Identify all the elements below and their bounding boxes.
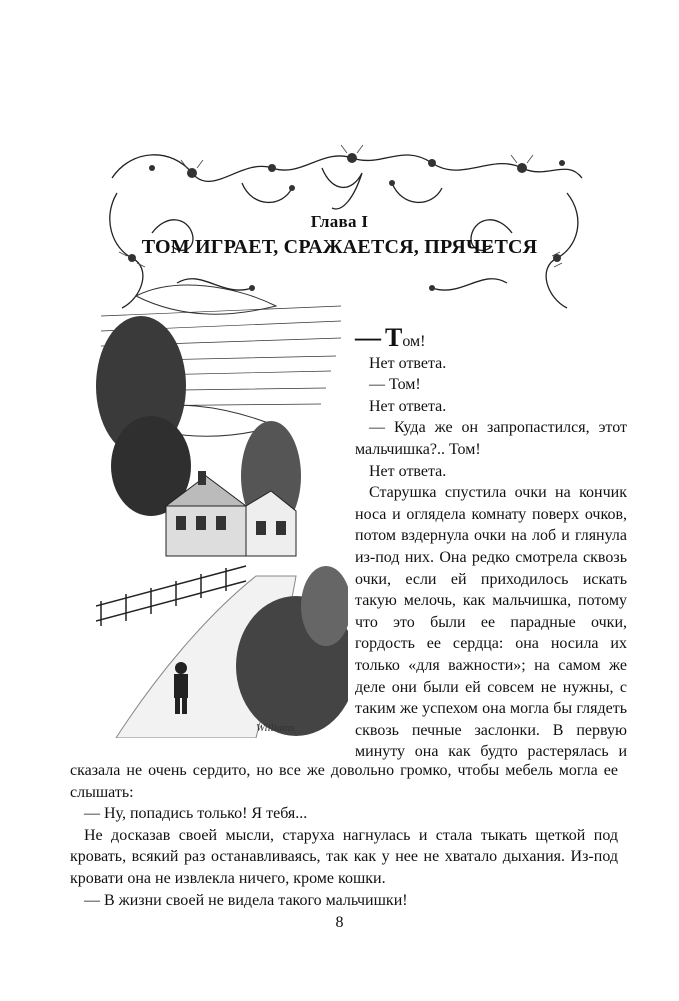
paragraph-continuation: сказала не очень сердито, но все же довольно громко, чтобы мебель могла ее слышать: (70, 762, 618, 801)
chapter-number: Глава I (310, 212, 369, 231)
page-number: 8 (335, 914, 344, 931)
paragraph: Нет ответа. (369, 462, 447, 480)
text-column (355, 323, 627, 763)
opening-line (355, 323, 627, 353)
paragraph: Не досказав своей мысли, старуха нагнулась и стала тыкать щеткой под кровать, всякий раз останавливаясь, так как у нее не хватало дыхания. Из-под кровати она не извлекла ничего, кроме кошки. (70, 826, 618, 887)
paragraph: — Ну, попадись только! Я тебя... (84, 805, 308, 823)
paragraph: Старушка спустила очки на кончик носа и оглядела комнату поверх очков, потом вздернула очки на лоб и глянула из-под них. Она редко смотрела сквозь очки, если ей приходилось искать такую мелочь, как мальчишка, потому что это были ее парадные очки, гордость ее сердца: она носила их только «для важности»; на самом же деле они были ей совсем не нужны, с таким же успехом она могла бы глядеть сквозь печные заслонки. В первую минуту она как будто растерялась и (355, 484, 627, 761)
paragraph: — В жизни своей не видела такого мальчишки! (84, 891, 408, 909)
engraving-illustration (96, 276, 348, 738)
opening-dash: — (355, 323, 381, 352)
paragraph: Нет ответа. (369, 397, 447, 415)
paragraph: Нет ответа. (369, 354, 447, 372)
full-width-text (70, 760, 618, 911)
opening-rest: ом! (402, 333, 426, 350)
chapter-title: ТОМ ИГРАЕТ, СРАЖАЕТСЯ, ПРЯЧЕТСЯ (141, 236, 538, 258)
drop-cap: Т (385, 323, 403, 352)
paragraph: — Том! (369, 376, 421, 394)
paragraph: — Куда же он запропастился, этот мальчишка?.. Том! (355, 419, 627, 458)
illustration-signature: Williams (256, 722, 295, 734)
